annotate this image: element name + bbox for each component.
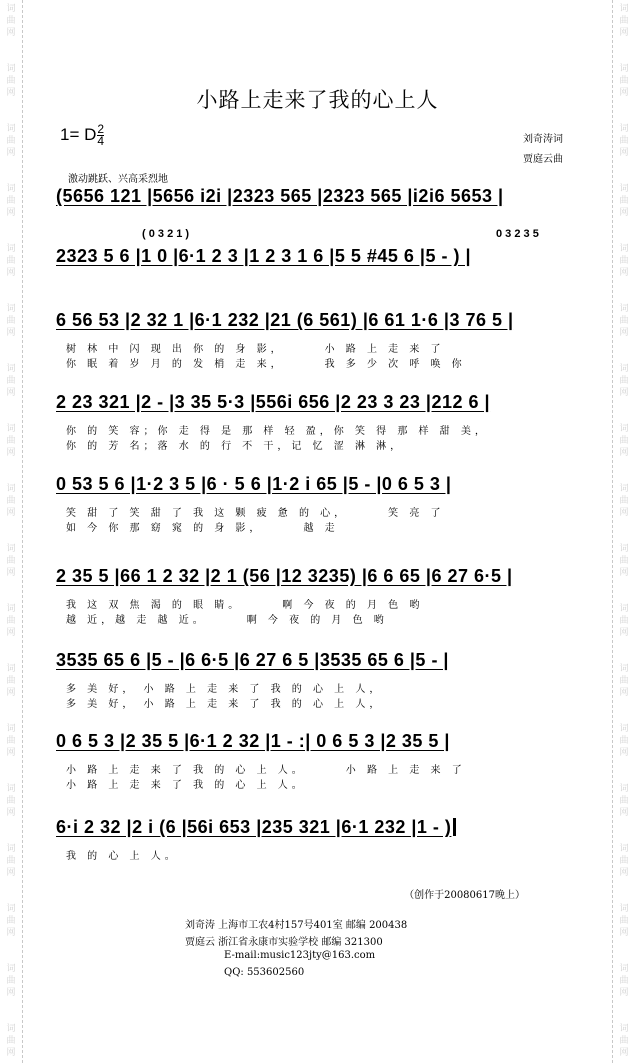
watermark-char: 词 — [619, 424, 629, 434]
watermark-char: 曲 — [619, 796, 629, 806]
creation-stamp: （创作于20080617晚上） — [404, 890, 525, 901]
watermark-char: 词 — [619, 904, 629, 914]
watermark-char: 曲 — [6, 916, 16, 926]
watermark-char: 网 — [6, 388, 16, 398]
watermark-char: 曲 — [619, 976, 629, 986]
watermark-char: 网 — [619, 568, 629, 578]
lyric-row — [66, 776, 591, 791]
watermark-char: 词 — [619, 64, 629, 74]
lyric-row — [66, 680, 591, 695]
watermark-char: 网 — [6, 208, 16, 218]
watermark-char: 曲 — [619, 496, 629, 506]
lyric-phrase: 啊 今 夜 的 月 色 哟 — [282, 600, 424, 611]
watermark-char: 曲 — [6, 196, 16, 206]
watermark-char: 曲 — [619, 376, 629, 386]
lyric-phrase: 笑 甜 了 笑 甜 了 我 这 颗 疲 惫 的 心， — [66, 508, 349, 519]
footer-line: E-mail:music123jty@163.com — [224, 950, 376, 961]
watermark-char: 词 — [6, 424, 16, 434]
score-row — [56, 566, 591, 587]
watermark-char: 网 — [6, 748, 16, 758]
watermark-char: 曲 — [619, 16, 629, 26]
watermark-char: 曲 — [619, 616, 629, 626]
lyric-phrase: 你 的 芳 名；落 水 的 行 不 干，记 忆 涩 淋 淋， — [66, 441, 405, 452]
watermark-char: 曲 — [619, 856, 629, 866]
watermark-char: 词 — [619, 544, 629, 554]
lyric-phrase: 我 多 少 次 呼 唤 你 — [324, 359, 466, 370]
watermark-char: 词 — [6, 184, 16, 194]
watermark-char: 词 — [619, 4, 629, 14]
footer-line: 刘奇涛 上海市工农4村157号401室 邮编 200438 — [185, 920, 408, 931]
lyric-phrase: 小 路 上 走 来 了 — [345, 765, 466, 776]
watermark-right — [612, 0, 635, 1063]
watermark-char: 词 — [6, 364, 16, 374]
watermark-char: 曲 — [619, 256, 629, 266]
watermark-char: 曲 — [6, 556, 16, 566]
watermark-char: 网 — [6, 448, 16, 458]
lyric-phrase: 啊 今 夜 的 月 色 哟 — [246, 615, 388, 626]
lyric-row — [66, 437, 591, 452]
watermark-char: 网 — [6, 808, 16, 818]
lyric-phrase: 我 的 心 上 人。 — [66, 851, 179, 862]
score-row-text: 2 35 5 |66 1 2 32 |2 1 (56 |12 3235) |6 6 65 |6 27 6·5 | — [56, 566, 513, 586]
watermark-char: 网 — [6, 88, 16, 98]
lyric-phrase: 如 今 你 那 窈 窕 的 身 影， — [66, 523, 264, 534]
lyric-row — [66, 611, 591, 626]
lyric-row — [66, 596, 591, 611]
watermark-char: 词 — [6, 124, 16, 134]
watermark-char: 词 — [619, 244, 629, 254]
watermark-char: 网 — [619, 628, 629, 638]
watermark-char: 网 — [619, 508, 629, 518]
watermark-char: 网 — [6, 928, 16, 938]
watermark-char: 曲 — [619, 1036, 629, 1046]
watermark-char: 曲 — [6, 1036, 16, 1046]
watermark-char: 词 — [619, 604, 629, 614]
watermark-char: 曲 — [6, 436, 16, 446]
watermark-char: 网 — [619, 208, 629, 218]
watermark-char: 词 — [6, 1024, 16, 1034]
watermark-char: 词 — [6, 664, 16, 674]
watermark-char: 曲 — [6, 736, 16, 746]
watermark-char: 曲 — [619, 916, 629, 926]
lyric-phrase: 多 美 好， 小 路 上 走 来 了 我 的 心 上 人， — [66, 684, 384, 695]
time-signature — [97, 124, 104, 147]
watermark-char: 词 — [619, 784, 629, 794]
watermark-char: 词 — [6, 304, 16, 314]
watermark-char: 网 — [619, 748, 629, 758]
score-row-text: 0 53 5 6 |1·2 3 5 |6 · 5 6 |1·2 i 65 |5 - |0 6 5 3 | — [56, 474, 452, 494]
watermark-char: 词 — [619, 964, 629, 974]
watermark-char: 词 — [6, 544, 16, 554]
watermark-char: 曲 — [6, 796, 16, 806]
score-row-text: 2 23 321 |2 - |3 35 5·3 |556i 656 |2 23 3 23 |212 6 | — [56, 392, 491, 412]
watermark-char: 词 — [6, 724, 16, 734]
lyric-row — [66, 422, 591, 437]
watermark-char: 词 — [619, 724, 629, 734]
watermark-char: 曲 — [6, 316, 16, 326]
lyric-phrase: 树 林 中 闪 现 出 你 的 身 影， — [66, 344, 285, 355]
lyric-row — [66, 761, 591, 776]
watermark-char: 词 — [6, 64, 16, 74]
watermark-char: 网 — [619, 808, 629, 818]
watermark-char: 网 — [6, 148, 16, 158]
watermark-char: 词 — [6, 4, 16, 14]
watermark-char: 词 — [6, 484, 16, 494]
watermark-char: 曲 — [6, 376, 16, 386]
watermark-char: 曲 — [619, 436, 629, 446]
watermark-char: 曲 — [6, 76, 16, 86]
watermark-left — [0, 0, 23, 1063]
watermark-char: 网 — [6, 568, 16, 578]
watermark-char: 网 — [619, 268, 629, 278]
lyric-row — [66, 847, 591, 862]
score-row — [56, 650, 591, 671]
watermark-char: 网 — [619, 688, 629, 698]
watermark-char: 网 — [619, 1048, 629, 1058]
score-row — [56, 731, 591, 752]
watermark-char: 曲 — [6, 856, 16, 866]
time-signature-top: 2 — [97, 122, 105, 136]
score-row-text: 2323 5 6 |1 0 |6·1 2 3 |1 2 3 1 6 |5 5 #45 6 |5 - ) | — [56, 246, 471, 266]
lyric-phrase: 小 路 上 走 来 了 我 的 心 上 人。 — [66, 765, 306, 776]
watermark-char: 网 — [6, 988, 16, 998]
lyric-phrase: 笑 亮 了 — [388, 508, 445, 519]
watermark-char: 曲 — [619, 676, 629, 686]
watermark-char: 网 — [619, 28, 629, 38]
lyric-phrase: 你 的 笑 容；你 走 得 是 那 样 轻 盈，你 笑 得 那 样 甜 美， — [66, 426, 489, 437]
watermark-char: 曲 — [6, 616, 16, 626]
lyric-phrase: 小 路 上 走 来 了 — [324, 344, 445, 355]
lyric-phrase: 小 路 上 走 来 了 我 的 心 上 人。 — [66, 780, 306, 791]
score-row-text: (5656 121 |5656 i2i |2323 565 |2323 565 |i2i6 5653 | — [56, 186, 504, 206]
score-mark-intro: ( 0 3 2 1 ) — [142, 228, 190, 240]
watermark-char: 词 — [619, 484, 629, 494]
tempo-marking: 激动跳跃、兴高采烈地 — [68, 174, 168, 185]
key-signature — [60, 124, 104, 147]
watermark-char: 网 — [6, 688, 16, 698]
watermark-char: 曲 — [619, 136, 629, 146]
lyric-phrase: 越 近，越 走 越 近。 — [66, 615, 207, 626]
watermark-char: 曲 — [6, 676, 16, 686]
score-row-text: 6·i 2 32 |2 i (6 |56i 653 |235 321 |6·1 232 |1 - ) — [56, 817, 452, 837]
lyricist-credit: 刘奇涛词 — [523, 134, 563, 145]
score-row — [56, 310, 591, 331]
watermark-char: 网 — [619, 88, 629, 98]
watermark-char: 曲 — [619, 556, 629, 566]
watermark-char: 网 — [619, 148, 629, 158]
watermark-char: 网 — [6, 1048, 16, 1058]
watermark-char: 词 — [6, 784, 16, 794]
score-row-text: 6 56 53 |2 32 1 |6·1 232 |21 (6 561) |6 61 1·6 |3 76 5 | — [56, 310, 514, 330]
lyric-phrase: 多 美 好， 小 路 上 走 来 了 我 的 心 上 人， — [66, 699, 384, 710]
watermark-char: 词 — [6, 604, 16, 614]
watermark-char: 网 — [6, 268, 16, 278]
watermark-char: 词 — [6, 844, 16, 854]
score-row — [56, 392, 591, 413]
score-row — [56, 186, 591, 207]
watermark-char: 词 — [6, 244, 16, 254]
watermark-char: 曲 — [6, 256, 16, 266]
footer-line: QQ: 553602560 — [224, 967, 305, 978]
watermark-char: 曲 — [619, 196, 629, 206]
watermark-char: 网 — [619, 448, 629, 458]
watermark-char: 词 — [6, 964, 16, 974]
score-mark-right: 0 3 2 3 5 — [496, 228, 539, 240]
score-row-text: 3535 65 6 |5 - |6 6·5 |6 27 6 5 |3535 65 6 |5 - | — [56, 650, 449, 670]
lyric-row — [66, 695, 591, 710]
lyric-phrase: 越 走 — [303, 523, 339, 534]
watermark-char: 曲 — [619, 736, 629, 746]
lyric-row — [66, 355, 591, 370]
watermark-char: 网 — [619, 988, 629, 998]
watermark-char: 网 — [619, 928, 629, 938]
watermark-char: 网 — [6, 508, 16, 518]
watermark-char: 曲 — [6, 16, 16, 26]
time-signature-bottom: 4 — [97, 134, 105, 148]
score-row — [56, 817, 591, 838]
final-barline — [453, 818, 456, 836]
score-row — [56, 474, 591, 495]
score-row-text: 0 6 5 3 |2 35 5 |6·1 2 32 |1 - :| 0 6 5 3 |2 35 5 | — [56, 731, 450, 751]
watermark-char: 词 — [619, 184, 629, 194]
lyric-row — [66, 519, 591, 534]
lyric-row — [66, 340, 591, 355]
watermark-char: 网 — [6, 868, 16, 878]
watermark-char: 词 — [619, 664, 629, 674]
watermark-char: 网 — [619, 328, 629, 338]
lyric-phrase: 我 这 双 焦 渴 的 眼 睛。 — [66, 600, 243, 611]
watermark-char: 网 — [6, 28, 16, 38]
footer-line: 贾庭云 浙江省永康市实验学校 邮编 321300 — [185, 937, 383, 948]
watermark-char: 曲 — [6, 496, 16, 506]
watermark-char: 词 — [619, 124, 629, 134]
watermark-char: 词 — [6, 904, 16, 914]
watermark-char: 曲 — [6, 976, 16, 986]
song-title: 小路上走来了我的心上人 — [196, 88, 439, 112]
watermark-char: 曲 — [619, 316, 629, 326]
watermark-char: 词 — [619, 1024, 629, 1034]
watermark-char: 网 — [619, 868, 629, 878]
key-label: 1= D — [60, 124, 97, 144]
watermark-char: 词 — [619, 304, 629, 314]
watermark-char: 网 — [619, 388, 629, 398]
watermark-char: 网 — [6, 628, 16, 638]
watermark-char: 网 — [6, 328, 16, 338]
watermark-char: 词 — [619, 364, 629, 374]
watermark-char: 词 — [619, 844, 629, 854]
watermark-char: 曲 — [619, 76, 629, 86]
composer-credit: 贾庭云曲 — [523, 154, 563, 165]
watermark-char: 曲 — [6, 136, 16, 146]
score-row — [56, 246, 591, 267]
lyric-row — [66, 504, 591, 519]
lyric-phrase: 你 眠 着 岁 月 的 发 梢 走 来， — [66, 359, 285, 370]
